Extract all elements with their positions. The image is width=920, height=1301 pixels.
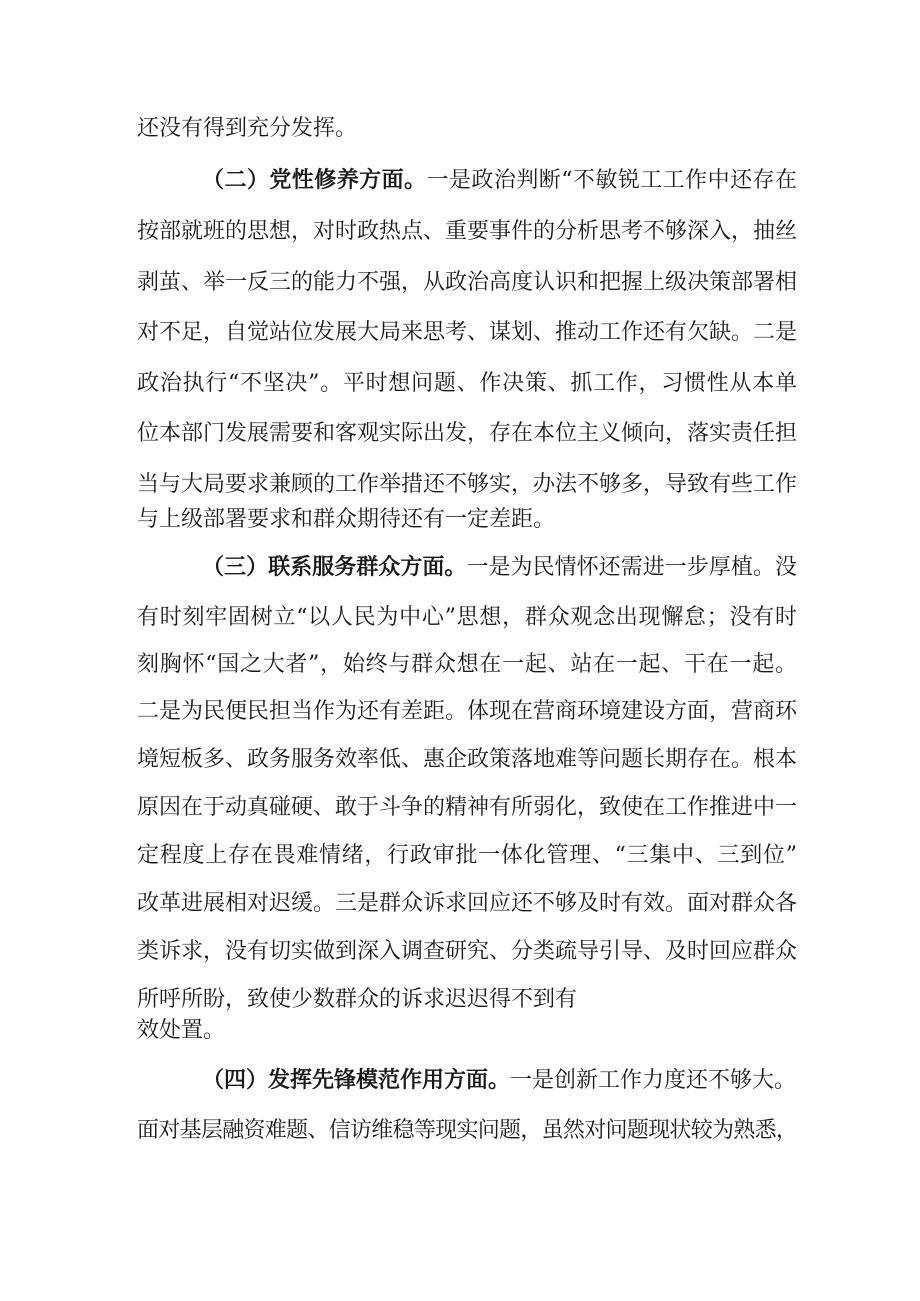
body-line-15: 原因在于动真碰硬、敢于斗争的精神有所弱化，致使在工作推进中一 [137, 795, 798, 820]
section-2-heading: （二）党性修养方面。 [202, 168, 427, 193]
body-line-5: 对不足，自觉站位发展大局来思考、谋划、推动工作还有欠缺。二是 [137, 320, 798, 345]
section-3-heading: （三）联系服务群众方面。 [202, 555, 467, 580]
body-line-20: 效处置。 [137, 1018, 226, 1043]
body-line-3: 按部就班的思想，对时政热点、重要事件的分析思考不够深入，抽丝 [137, 219, 798, 244]
body-line-16: 定程度上存在畏难情绪，行政审批一体化管理、“三集中、三到位” [137, 843, 797, 868]
body-line-11: 有时刻牢固树立“以人民为中心”思想，群众观念出现懈怠；没有时 [137, 605, 797, 630]
body-line-9: 与上级部署要求和群众期待还有一定差距。 [137, 507, 556, 532]
body-line-4: 剥茧、举一反三的能力不强，从政治高度认识和把握上级决策部署相 [137, 270, 798, 295]
section-2-first-line: （二）党性修养方面。一是政治判断“不敏锐工工作中还存在 [202, 168, 797, 193]
section-3-first-line: （三）联系服务群众方面。一是为民情怀还需进一步厚植。没 [202, 555, 797, 580]
section-4-heading: （四）发挥先锋模范作用方面。 [202, 1068, 511, 1093]
body-line-17: 改革进展相对迟缓。三是群众诉求回应还不够及时有效。面对群众各 [137, 891, 798, 916]
body-line-1: 还没有得到充分发挥。 [137, 116, 358, 141]
body-line-13: 二是为民便民担当作为还有差距。体现在营商环境建设方面，营商环 [137, 699, 798, 724]
body-line-18: 类诉求，没有切实做到深入调查研究、分类疏导引导、及时回应群众 [137, 939, 798, 964]
body-line-19: 所呼所盼，致使少数群众的诉求迟迟得不到有 [137, 987, 578, 1012]
body-line-14: 境短板多、政务服务效率低、惠企政策落地难等问题长期存在。根本 [137, 747, 798, 772]
section-4-first-line: （四）发挥先锋模范作用方面。一是创新工作力度还不够大。 [202, 1068, 797, 1093]
body-line-8: 当与大局要求兼顾的工作举措还不够实，办法不够多，导致有些工作 [137, 472, 798, 497]
body-line-7: 位本部门发展需要和客观实际出发，存在本位主义倾向，落实责任担 [137, 421, 798, 446]
body-line-22: 面对基层融资难题、信访维稳等现实问题，虽然对问题现状较为熟悉， [137, 1118, 797, 1143]
body-line-12: 刻胸怀“国之大者”，始终与群众想在一起、站在一起、干在一起。 [137, 652, 797, 677]
body-line-6: 政治执行“不坚决”。平时想问题、作决策、抓工作，习惯性从本单 [137, 371, 797, 396]
